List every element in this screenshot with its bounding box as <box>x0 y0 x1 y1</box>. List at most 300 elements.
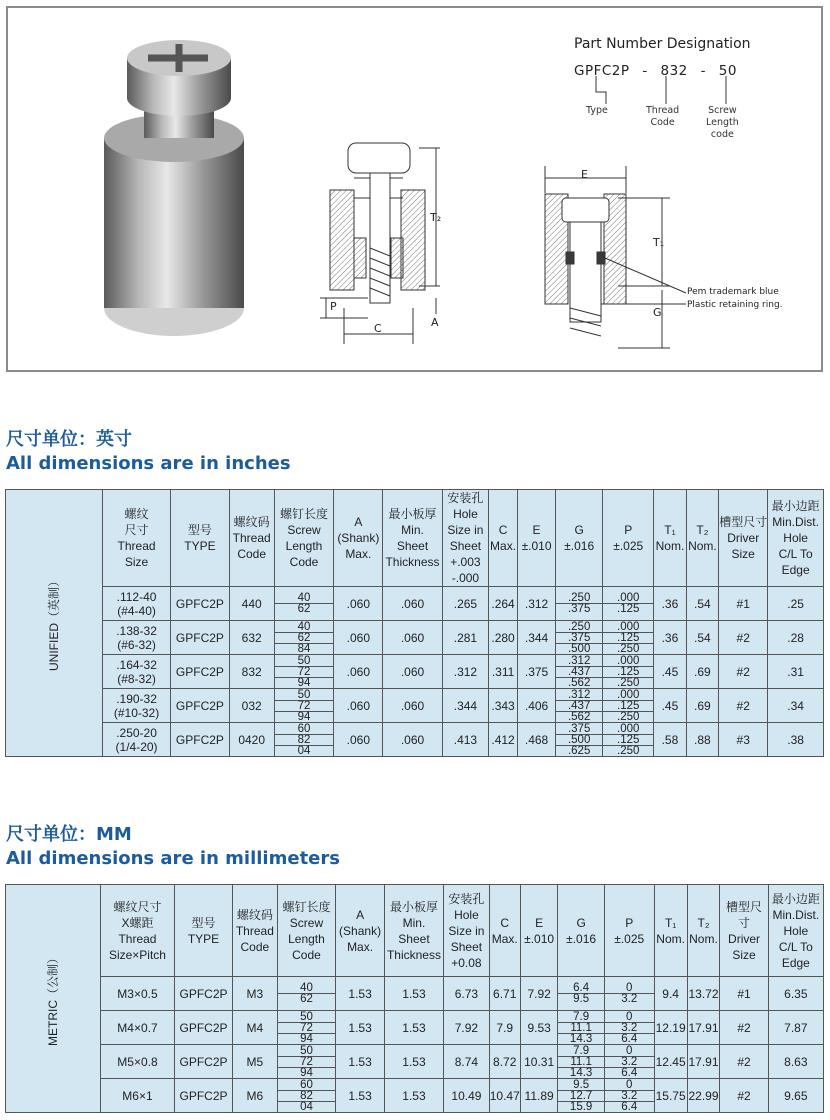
g-value: 9.5 <box>558 993 603 1004</box>
header-line: 螺纹码 <box>236 907 273 922</box>
cell-hole: .265 <box>442 587 488 621</box>
cell-type: GPFC2P <box>171 689 230 723</box>
column-header <box>603 490 654 587</box>
header-line: Code <box>240 939 270 954</box>
header-line: Code <box>292 947 321 962</box>
header-line: Thread <box>117 539 156 553</box>
cell-e: .406 <box>518 689 556 723</box>
cell-sheet: .060 <box>383 587 443 621</box>
side-label: METRIC（公制） <box>46 951 60 1046</box>
header-line: Driver <box>728 931 761 946</box>
table-row <box>6 689 824 723</box>
cell-e: .375 <box>518 655 556 689</box>
p-value: 0 <box>626 1078 633 1091</box>
screw-length-value: 40 <box>297 620 311 633</box>
cell-t1: .36 <box>654 587 686 621</box>
mm-spec-table <box>5 884 824 1113</box>
p-value: .250 <box>603 677 653 688</box>
column-header <box>518 490 556 587</box>
cell-p <box>604 1011 654 1045</box>
p-value: 0 <box>626 1010 633 1023</box>
table-row <box>6 1079 824 1113</box>
cross-section-drawing-1 <box>320 143 440 344</box>
cell-sheet: 1.53 <box>384 1011 443 1045</box>
header-line: Length <box>285 539 323 553</box>
g-value: .625 <box>556 745 602 756</box>
cross-section-drawing-2 <box>545 166 686 348</box>
cell-p <box>603 655 654 689</box>
dim-label-t1: T₁ <box>653 236 665 249</box>
g-value: .562 <box>556 677 602 688</box>
p-value: 0 <box>626 1044 633 1057</box>
header-line: Min. <box>401 523 424 537</box>
thread-line: .250-20 <box>116 725 157 740</box>
p-value: 3.2 <box>605 1056 654 1067</box>
cell-thread-size <box>103 689 171 723</box>
cell-edge: 9.65 <box>768 1079 823 1113</box>
screw-length-value: 94 <box>278 1067 336 1078</box>
dim-label-p: P <box>330 300 337 313</box>
cell-g <box>556 655 603 689</box>
screw-length-value: 94 <box>275 711 334 722</box>
header-line: Size×Pitch <box>108 947 166 962</box>
table-row <box>6 587 824 621</box>
header-line: 槽型尺寸 <box>719 515 768 529</box>
fastener-photo <box>104 40 244 336</box>
screw-length-value: 84 <box>275 643 334 654</box>
cell-driver: #2 <box>719 655 768 689</box>
dim-label-a: A <box>431 316 439 329</box>
g-value: 11.1 <box>558 1056 603 1067</box>
screw-length-value: 40 <box>297 592 311 604</box>
screw-length-value: 50 <box>297 688 311 701</box>
header-line: Size <box>731 547 755 561</box>
header-line: 尺寸 <box>124 523 149 537</box>
cell-screw-lengths <box>277 1011 336 1045</box>
side-label-cell <box>6 490 103 757</box>
thread-line: .112-40 <box>116 589 157 604</box>
thread-line: (#4-40) <box>117 603 156 618</box>
cell-e: .312 <box>518 587 556 621</box>
header-line: Size in <box>448 923 485 938</box>
cell-t2: 17.91 <box>687 1011 720 1045</box>
header-line: Screw <box>289 915 324 930</box>
cell-hole: .413 <box>442 723 488 757</box>
cell-a: .060 <box>334 723 383 757</box>
column-header <box>654 490 686 587</box>
cell-g <box>556 621 603 655</box>
column-header <box>768 490 824 587</box>
header-line: 型号 <box>187 523 212 537</box>
cell-g <box>556 689 603 723</box>
cell-hole: .281 <box>442 621 488 655</box>
header-line: Thread <box>235 923 274 938</box>
cell-c: .311 <box>489 655 518 689</box>
cell-c: .343 <box>489 689 518 723</box>
table-row <box>6 1011 824 1045</box>
p-value: .000 <box>617 592 640 604</box>
header-line: Max. <box>490 539 517 553</box>
thread-line: M4×0.7 <box>117 1020 158 1035</box>
p-value: 6.4 <box>605 1067 654 1078</box>
table-row <box>6 621 824 655</box>
g-value: .437 <box>556 700 602 711</box>
column-header <box>489 490 518 587</box>
cell-t1: 15.75 <box>654 1079 687 1113</box>
column-header <box>719 490 768 587</box>
mm-heading-cn: 尺寸单位：MM <box>6 824 132 845</box>
header-line: A <box>356 907 365 922</box>
designation-length: 50 <box>718 63 737 79</box>
header-line: Nom. <box>655 539 685 553</box>
header-line: E <box>532 523 541 537</box>
cell-p <box>603 587 654 621</box>
cell-edge: 6.35 <box>768 977 823 1011</box>
cell-thread-size <box>103 723 171 757</box>
cell-a: 1.53 <box>336 1045 385 1079</box>
cell-sheet: 1.53 <box>384 977 443 1011</box>
header-line: ±.016 <box>564 539 595 553</box>
header-line: TYPE <box>184 539 216 553</box>
header-line: Hole <box>783 531 808 545</box>
cell-a: 1.53 <box>336 1079 385 1113</box>
header-line: Max. <box>345 547 372 561</box>
header-line: -.000 <box>451 571 480 585</box>
header-line: Thread <box>232 531 271 545</box>
cell-type: GPFC2P <box>174 1045 232 1079</box>
cell-t2: 17.91 <box>687 1045 720 1079</box>
designation-dash-1: - <box>642 63 648 79</box>
header-line: Code <box>237 547 267 561</box>
screw-length-value: 82 <box>278 1090 336 1101</box>
mm-heading-en: All dimensions are in millimeters <box>6 848 340 869</box>
cell-screw-lengths <box>274 621 334 655</box>
table-row <box>6 723 824 757</box>
p-value: 3.2 <box>605 1022 654 1033</box>
cell-t1: 9.4 <box>654 977 687 1011</box>
p-value: .000 <box>617 620 640 633</box>
cell-thread-size <box>103 621 171 655</box>
cell-p <box>603 689 654 723</box>
cell-screw-lengths <box>274 723 334 757</box>
header-line: Max. <box>491 931 518 946</box>
cell-thread-code: 440 <box>229 587 274 621</box>
cell-screw-lengths <box>277 977 336 1011</box>
cell-sheet: .060 <box>383 723 443 757</box>
header-line: ±.010 <box>521 539 552 553</box>
column-header <box>101 885 175 977</box>
p-value: .125 <box>603 632 653 643</box>
cell-t2: .88 <box>686 723 718 757</box>
cell-t2: 22.99 <box>687 1079 720 1113</box>
header-line: Hole <box>453 507 478 521</box>
cell-sheet: .060 <box>383 621 443 655</box>
dim-label-t2: T₂ <box>430 211 442 224</box>
cell-driver: #2 <box>719 689 768 723</box>
p-value: 6.4 <box>605 1101 654 1112</box>
g-value: 14.3 <box>558 1067 603 1078</box>
header-line: G <box>576 915 586 930</box>
cell-c: .264 <box>489 587 518 621</box>
designation-title: Part Number Designation <box>574 36 751 52</box>
cell-p <box>604 1079 654 1113</box>
cell-thread-code: 632 <box>229 621 274 655</box>
g-value: 6.4 <box>573 982 590 994</box>
header-line: A <box>354 515 363 529</box>
note-line-2: Plastic retaining ring. <box>687 300 783 310</box>
column-header <box>556 490 603 587</box>
screw-length-value: 94 <box>275 677 334 688</box>
cell-t2: 13.72 <box>687 977 720 1011</box>
g-value: .375 <box>556 603 602 614</box>
screw-length-value: 50 <box>300 1044 313 1057</box>
g-value: 11.1 <box>558 1022 603 1033</box>
side-label-cell <box>6 885 101 1113</box>
label-type-line: Type <box>586 105 608 116</box>
cell-screw-lengths <box>274 655 334 689</box>
cell-edge: .28 <box>768 621 824 655</box>
cell-e: 7.92 <box>520 977 558 1011</box>
column-header <box>174 885 232 977</box>
header-line: Thickness <box>386 947 441 962</box>
header-line: E <box>535 915 544 930</box>
header-line: C <box>500 915 510 930</box>
cell-c: 8.72 <box>489 1045 520 1079</box>
cell-type: GPFC2P <box>171 723 230 757</box>
thread-line: (#10-32) <box>113 705 160 720</box>
cell-e: .468 <box>518 723 556 757</box>
cell-screw-lengths <box>274 689 334 723</box>
column-header <box>686 490 718 587</box>
cell-driver: #1 <box>719 587 768 621</box>
cell-screw-lengths <box>274 587 334 621</box>
cell-thread-code: M5 <box>233 1045 278 1079</box>
cell-thread-size <box>101 1011 175 1045</box>
thread-line: .190-32 <box>116 691 157 706</box>
column-header <box>103 490 171 587</box>
p-value: .125 <box>603 700 653 711</box>
header-line: Min.Dist. <box>772 907 820 922</box>
table-row <box>6 977 824 1011</box>
cell-c: 10.47 <box>489 1079 520 1113</box>
header-line: Size <box>732 947 756 962</box>
designation-arrows <box>596 76 726 104</box>
cell-a: .060 <box>334 587 383 621</box>
cell-thread-code: M3 <box>233 977 278 1011</box>
g-value: .312 <box>567 654 591 667</box>
header-line: T₂ <box>696 523 709 537</box>
cell-driver: #1 <box>720 977 768 1011</box>
header-line: 安装孔 <box>447 491 484 505</box>
cell-type: GPFC2P <box>171 621 230 655</box>
cell-screw-lengths <box>277 1045 336 1079</box>
cell-type: GPFC2P <box>174 977 232 1011</box>
header-line: +0.08 <box>451 955 482 970</box>
header-line: Min. <box>402 915 426 930</box>
screw-length-value: 72 <box>275 666 334 677</box>
thread-line: (1/4-20) <box>115 739 158 754</box>
inch-spec-table <box>5 489 824 757</box>
header-line: Thickness <box>385 555 440 569</box>
header-line: +.003 <box>450 555 481 569</box>
label-screw-line-2: Length <box>706 117 739 128</box>
header-line: ±.025 <box>613 539 644 553</box>
column-header <box>233 885 278 977</box>
cell-hole: 6.73 <box>444 977 490 1011</box>
screw-length-value: 60 <box>300 1078 313 1091</box>
cell-g <box>558 1079 604 1113</box>
screw-length-value: 94 <box>278 1033 336 1044</box>
column-header <box>444 885 490 977</box>
cell-c: 6.71 <box>489 977 520 1011</box>
cell-driver: #3 <box>719 723 768 757</box>
column-header <box>654 885 687 977</box>
p-value: .250 <box>603 643 653 654</box>
column-header <box>334 490 383 587</box>
cell-driver: #2 <box>720 1011 768 1045</box>
cell-thread-size <box>101 977 175 1011</box>
p-value: .000 <box>617 722 640 735</box>
p-value: 0 <box>626 982 633 994</box>
header-line: 螺纹 <box>124 507 149 521</box>
header-line: 螺钉长度 <box>282 899 331 914</box>
cell-t1: 12.45 <box>654 1045 687 1079</box>
g-value: .250 <box>567 592 591 604</box>
header-line: Thread <box>118 931 157 946</box>
cell-e: .344 <box>518 621 556 655</box>
thread-line: .164-32 <box>116 657 157 672</box>
header-line: 螺纹码 <box>233 515 270 529</box>
cell-t1: .58 <box>654 723 686 757</box>
header-line: (Shank) <box>339 923 382 938</box>
designation-type: GPFC2P <box>574 63 630 79</box>
header-line: T₁ <box>664 915 677 930</box>
header-line: 螺纹尺寸 <box>113 899 162 914</box>
header-line: P <box>624 523 633 537</box>
g-value: 12.7 <box>558 1090 603 1101</box>
cell-c: .280 <box>489 621 518 655</box>
column-header <box>277 885 336 977</box>
screw-length-value: 72 <box>278 1056 336 1067</box>
g-value: 7.9 <box>573 1010 590 1023</box>
column-header <box>604 885 654 977</box>
cell-a: 1.53 <box>336 1011 385 1045</box>
cell-g <box>558 1045 604 1079</box>
cell-sheet: .060 <box>383 689 443 723</box>
cell-driver: #2 <box>720 1079 768 1113</box>
inch-heading-en: All dimensions are in inches <box>6 453 291 474</box>
cell-type: GPFC2P <box>171 587 230 621</box>
p-value: 3.2 <box>605 993 654 1004</box>
g-value: .500 <box>556 643 602 654</box>
cell-hole: 7.92 <box>444 1011 490 1045</box>
cell-type: GPFC2P <box>171 655 230 689</box>
screw-length-value: 72 <box>278 1022 336 1033</box>
column-header <box>274 490 334 587</box>
header-line: Edge <box>781 563 810 577</box>
label-screw-length <box>706 105 739 141</box>
cell-e: 10.31 <box>520 1045 558 1079</box>
cell-thread-size <box>103 655 171 689</box>
cell-t2: .54 <box>686 587 718 621</box>
p-value: .125 <box>603 666 653 677</box>
cell-e: 9.53 <box>520 1011 558 1045</box>
cell-g <box>558 1011 604 1045</box>
screw-length-value: 40 <box>300 982 313 994</box>
note-line-1: Pem trademark blue <box>687 287 779 297</box>
cell-edge: .38 <box>768 723 824 757</box>
screw-length-value: 04 <box>278 1101 336 1112</box>
cell-thread-size <box>101 1045 175 1079</box>
g-value: 14.3 <box>558 1033 603 1044</box>
p-value: .250 <box>603 711 653 722</box>
cell-a: .060 <box>334 689 383 723</box>
cell-c: 7.9 <box>489 1011 520 1045</box>
screw-length-value: 62 <box>275 632 334 643</box>
column-header <box>489 885 520 977</box>
header-line: ±.025 <box>614 931 645 946</box>
cell-hole: .344 <box>442 689 488 723</box>
cell-t1: .36 <box>654 621 686 655</box>
g-value: .250 <box>567 620 591 633</box>
cell-g <box>556 587 603 621</box>
screw-length-value: 60 <box>297 722 311 735</box>
designation-thread: 832 <box>660 63 688 79</box>
g-value: .562 <box>556 711 602 722</box>
screw-length-value: 62 <box>278 993 336 1004</box>
cell-hole: 8.74 <box>444 1045 490 1079</box>
header-line: X螺距 <box>121 915 154 930</box>
g-value: .500 <box>556 734 602 745</box>
header-line: 型号 <box>191 915 216 930</box>
retaining-ring-note <box>687 286 783 312</box>
cell-p <box>603 723 654 757</box>
header-line: Max. <box>347 939 374 954</box>
column-header <box>720 885 768 977</box>
cell-edge: .25 <box>768 587 824 621</box>
screw-length-value: 50 <box>300 1010 313 1023</box>
p-value: .125 <box>603 734 653 745</box>
thread-line: M6×1 <box>122 1088 153 1103</box>
cell-sheet: .060 <box>383 655 443 689</box>
p-value: 6.4 <box>605 1033 654 1044</box>
p-value: .125 <box>603 603 653 614</box>
header-line: Sheet <box>450 939 483 954</box>
header-line: 最小边距 <box>771 499 820 513</box>
header-line: ±.010 <box>524 931 555 946</box>
cell-type: GPFC2P <box>174 1011 232 1045</box>
column-header <box>442 490 488 587</box>
cell-thread-code: M4 <box>233 1011 278 1045</box>
header-line: (Shank) <box>337 531 380 545</box>
cell-t2: .54 <box>686 621 718 655</box>
cell-t2: .69 <box>686 689 718 723</box>
cell-a: .060 <box>334 655 383 689</box>
screw-length-value: 82 <box>275 734 334 745</box>
header-line: T₁ <box>664 523 676 537</box>
column-header <box>336 885 385 977</box>
header-line: Code <box>289 555 319 569</box>
thread-line: (#8-32) <box>117 671 156 686</box>
header-line: Sheet <box>449 539 482 553</box>
screw-length-value: 72 <box>275 700 334 711</box>
designation-code <box>574 63 737 79</box>
header-line: Edge <box>781 955 810 970</box>
header-line: 最小板厚 <box>389 899 438 914</box>
designation-dash-2: - <box>700 63 706 79</box>
header-line: C/L To <box>778 939 813 954</box>
cell-t2: .69 <box>686 655 718 689</box>
